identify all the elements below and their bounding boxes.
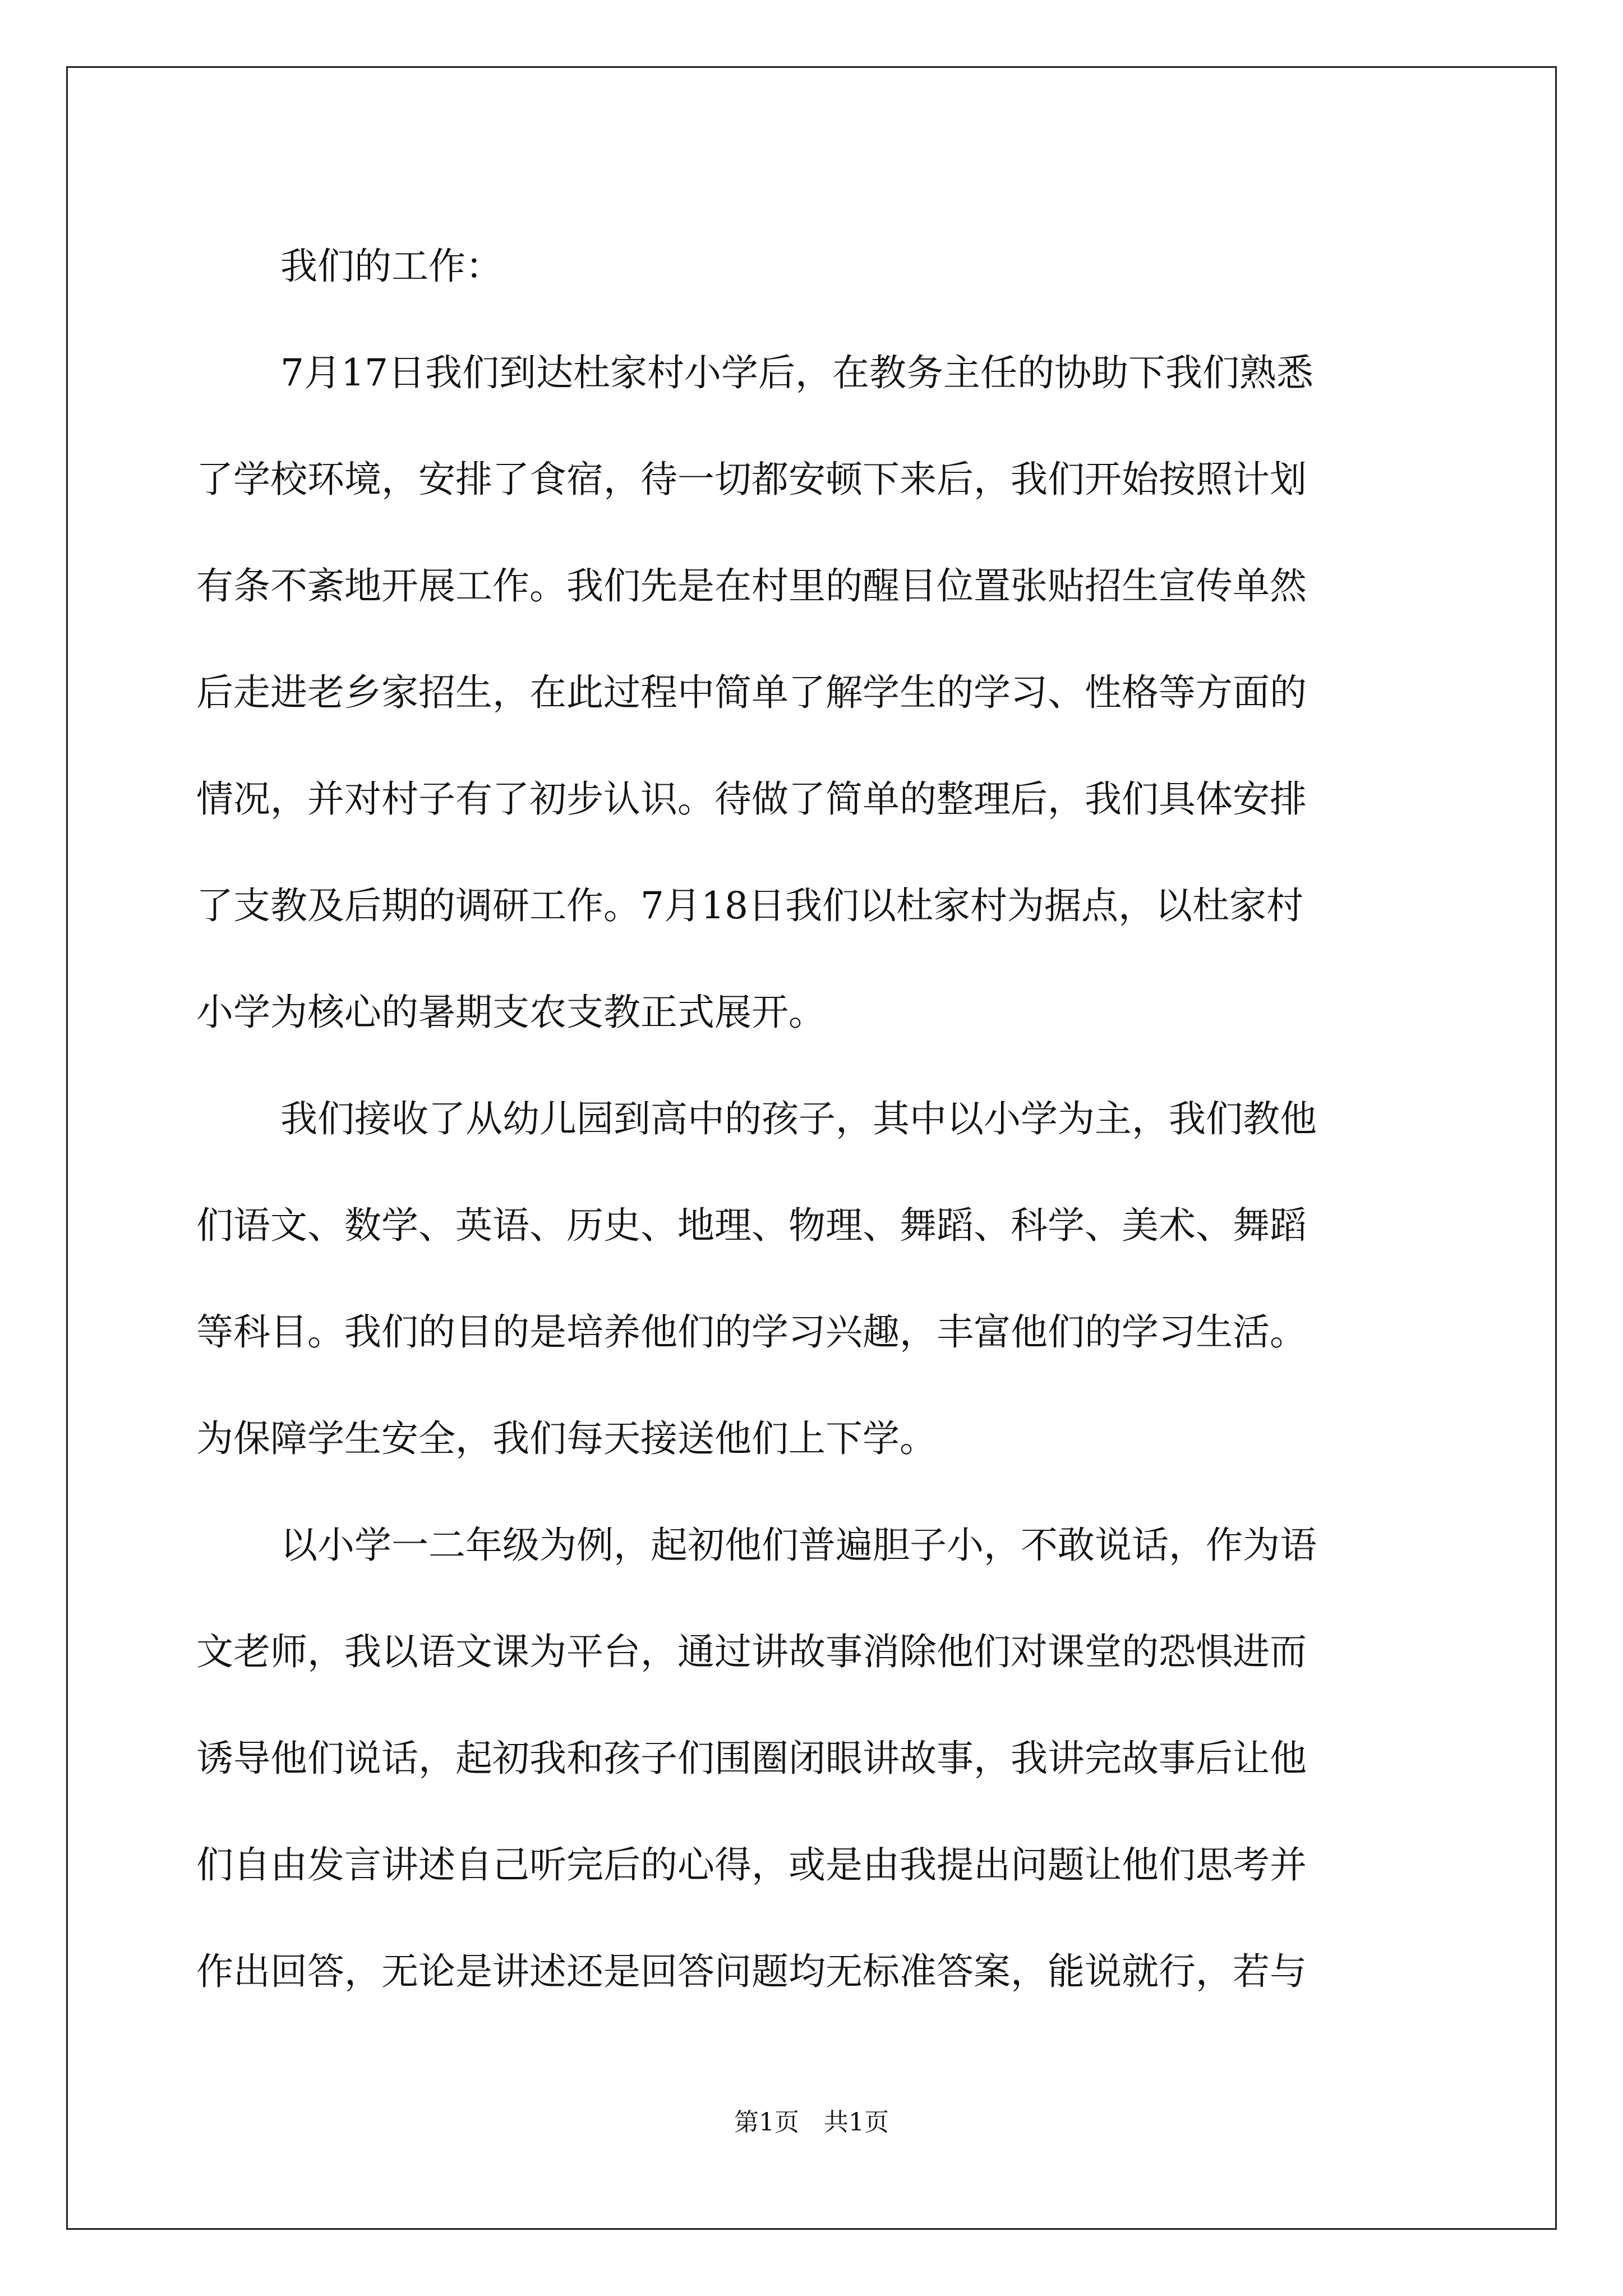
text-line: 诱导他们说话，起初我和孩子们围圈闭眼讲故事，我讲完故事后让他 (196, 1737, 1307, 1780)
text-line: 了学校环境，安排了食宿，待一切都安顿下来后，我们开始按照计划 (196, 458, 1307, 501)
page-number-footer: 第1页 共1页 (734, 2108, 889, 2137)
paragraph-heading: 我们的工作： (280, 245, 502, 288)
text-line: 了支教及后期的调研工作。7月18日我们以杜家村为据点，以杜家村 (196, 884, 1303, 927)
text-line: 文老师，我以语文课为平台，通过讲故事消除他们对课堂的恐惧进而 (196, 1630, 1307, 1673)
text-line: 们自由发言讲述自己听完后的心得，或是由我提出问题让他们思考并 (196, 1843, 1307, 1887)
text-line: 等科目。我们的目的是培养他们的学习兴趣，丰富他们的学习生活。 (196, 1310, 1307, 1354)
text-line: 为保障学生安全，我们每天接送他们上下学。 (196, 1417, 937, 1460)
text-line: 们语文、数学、英语、历史、地理、物理、舞蹈、科学、美术、舞蹈 (196, 1204, 1307, 1247)
text-line: 以小学一二年级为例，起初他们普遍胆子小，不敢说话，作为语 (280, 1524, 1317, 1567)
text-line: 我们接收了从幼儿园到高中的孩子，其中以小学为主，我们教他 (280, 1097, 1317, 1140)
text-line: 小学为核心的暑期支农支教正式展开。 (196, 991, 826, 1034)
text-line: 后走进老乡家招生，在此过程中简单了解学生的学习、性格等方面的 (196, 671, 1307, 714)
text-line: 作出回答，无论是讲述还是回答问题均无标准答案，能说就行，若与 (196, 1950, 1307, 1993)
text-line: 情况，并对村子有了初步认识。待做了简单的整理后，我们具体安排 (196, 777, 1307, 821)
document-body (196, 213, 1430, 2025)
text-line: 7月17日我们到达杜家村小学后，在教务主任的协助下我们熟悉 (280, 351, 1313, 394)
text-line: 有条不紊地开展工作。我们先是在村里的醒目位置张贴招生宣传单然 (196, 564, 1307, 608)
